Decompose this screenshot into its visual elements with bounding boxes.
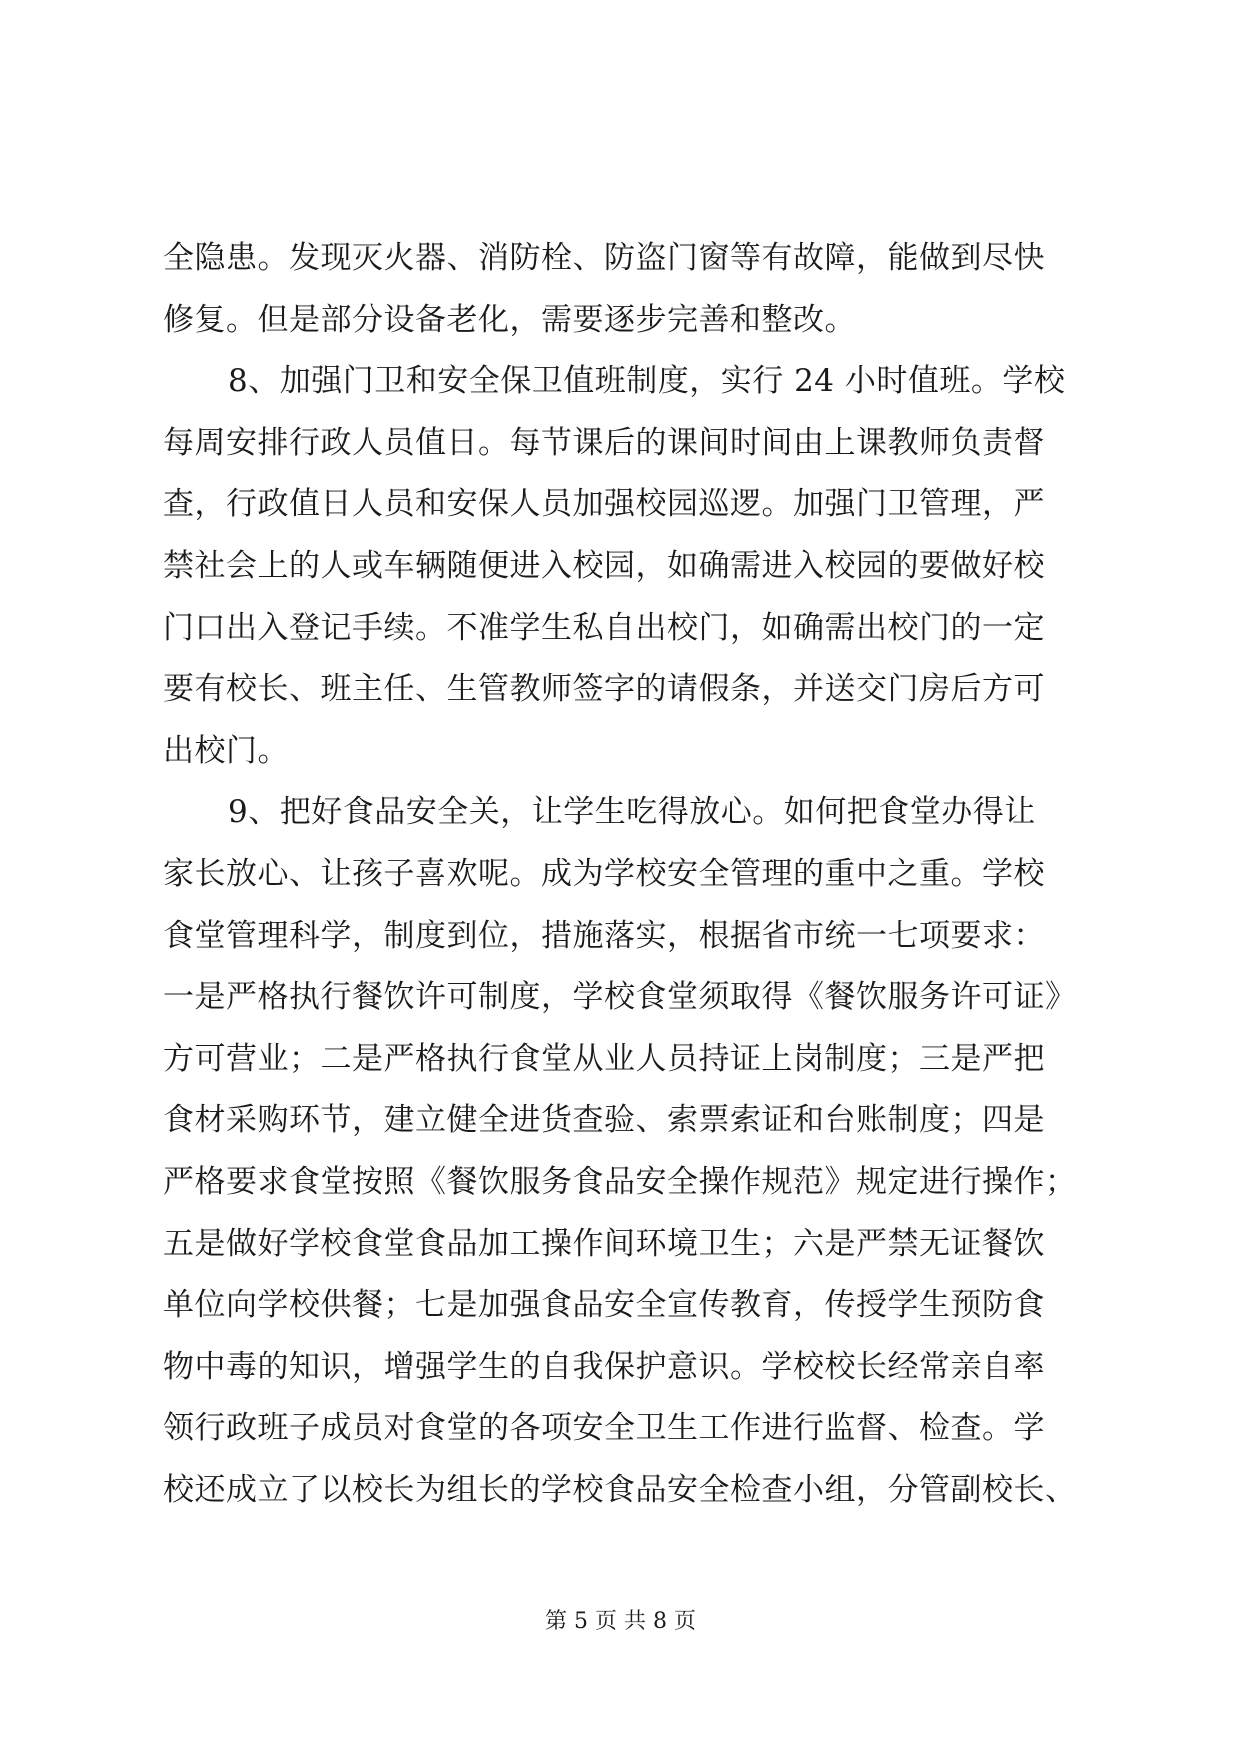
text-line: 查，行政值日人员和安保人员加强校园巡逻。加强门卫管理，严 [163, 486, 1045, 523]
paragraph-8-start: 8、加强门卫和安全保卫值班制度，实行 24 小时值班。学校 [228, 363, 1066, 400]
text-line: 领行政班子成员对食堂的各项安全卫生工作进行监督、检查。学 [163, 1410, 1045, 1447]
text-line: 出校门。 [163, 732, 289, 769]
text-line: 方可营业；二是严格执行食堂从业人员持证上岗制度；三是严把 [163, 1040, 1045, 1077]
text-line: 门口出入登记手续。不准学生私自出校门，如确需出校门的一定 [163, 609, 1045, 646]
text-line: 食材采购环节，建立健全进货查验、索票索证和台账制度；四是 [163, 1102, 1045, 1139]
text-line: 禁社会上的人或车辆随便进入校园，如确需进入校园的要做好校 [163, 547, 1045, 584]
text-line: 全隐患。发现灭火器、消防栓、防盗门窗等有故障，能做到尽快 [163, 240, 1045, 276]
page-footer: 第 5 页 共 8 页 [545, 1609, 696, 1634]
text-line: 校还成立了以校长为组长的学校食品安全检查小组，分管副校长、 [163, 1471, 1077, 1508]
text-line: 食堂管理科学，制度到位，措施落实，根据省市统一七项要求： [163, 917, 1045, 954]
text-line: 每周安排行政人员值日。每节课后的课间时间由上课教师负责督 [163, 424, 1045, 461]
text-line: 物中毒的知识，增强学生的自我保护意识。学校校长经常亲自率 [163, 1348, 1045, 1385]
text-line: 严格要求食堂按照《餐饮服务食品安全操作规范》规定进行操作； [163, 1163, 1077, 1200]
text-line: 五是做好学校食堂食品加工操作间环境卫生；六是严禁无证餐饮 [163, 1225, 1045, 1262]
text-line: 单位向学校供餐；七是加强食品安全宣传教育，传授学生预防食 [163, 1287, 1045, 1324]
text-line: 家长放心、让孩子喜欢呢。成为学校安全管理的重中之重。学校 [163, 855, 1045, 892]
text-line: 要有校长、班主任、生管教师签字的请假条，并送交门房后方可 [163, 671, 1045, 708]
paragraph-9-start: 9、把好食品安全关，让学生吃得放心。如何把食堂办得让 [228, 794, 1036, 831]
document-body [163, 228, 1093, 1521]
text-line: 一是严格执行餐饮许可制度，学校食堂须取得《餐饮服务许可证》 [163, 979, 1077, 1016]
text-line: 修复。但是部分设备老化，需要逐步完善和整改。 [163, 301, 856, 338]
